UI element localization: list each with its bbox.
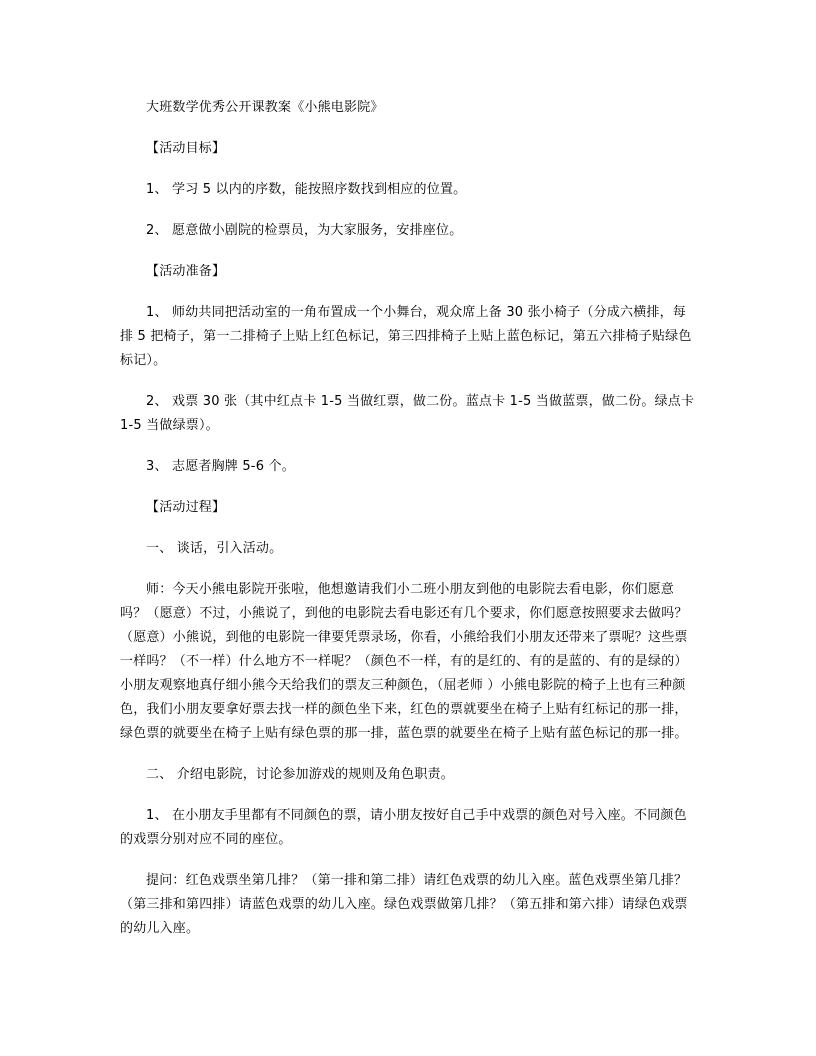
document-title: 大班数学优秀公开课教案《小熊电影院》	[146, 100, 384, 115]
goal-item-1: 1、 学习 5 以内的序数，能按照序数找到相应的位置。	[146, 182, 467, 197]
question-paragraph: 提问：红色戏票坐第几排？（第一排和第二排）请红色戏票的幼儿入座。蓝色戏票坐第几排？（第三排和第四排）请蓝色戏票的幼儿入座。绿色戏票做第几排？（第五排和第六排）请绿色戏票的幼儿入座。	[120, 873, 688, 936]
document-body	[120, 96, 696, 958]
process-step-1-heading: 一、 谈话，引入活动。	[146, 541, 283, 556]
teacher-dialogue-paragraph: 师：今天小熊电影院开张啦，他想邀请我们小二班小朋友到他的电影院去看电影，你们愿意吗？（愿意）不过，小熊说了，到他的电影院去看电影还有几个要求，你们愿意按照要求去做吗？（愿意）小熊说，到他的电影院一律要凭票录场，你看，小熊给我们小朋友还带来了票呢？这些票一样吗？（不一样）什么地方不一样呢？（颜色不一样，有的是红的、有的是蓝的、有的是绿的）小朋友观察地真仔细小熊今天给我们的票友三种颜色，（屈老师 ）小熊电影院的椅子上也有三种颜色，我们小朋友要拿好票去找一样的颜色坐下来，红色的票就要坐在椅子上贴有红标记的那一排，绿色票的就要坐在椅子上贴有绿色票的那一排，蓝色票的就要坐在椅子上贴有蓝色标记的那一排。	[120, 582, 688, 741]
section-heading-goals: 【活动目标】	[146, 141, 226, 156]
preparation-item-3: 3、 志愿者胸牌 5-6 个。	[146, 459, 295, 474]
section-heading-process: 【活动过程】	[146, 500, 226, 515]
preparation-item-1: 1、 师幼共同把活动室的一角布置成一个小舞台，观众席上备 30 张小椅子（分成六横排，每排 5 把椅子，第一二排椅子上贴上红色标记，第三四排椅子上贴上蓝色标记，第五六排椅子贴绿色标记）。	[120, 305, 692, 368]
preparation-item-2: 2、 戏票 30 张（其中红点卡 1-5 当做红票，做二份。蓝点卡 1-5 当做蓝票，做二份。绿点卡 1-5 当做绿票）。	[120, 394, 695, 433]
goal-item-2: 2、 愿意做小剧院的检票员，为大家服务，安排座位。	[146, 223, 463, 238]
process-step-2-item-1: 1、 在小朋友手里都有不同颜色的票，请小朋友按好自己手中戏票的颜色对号入座。不同颜色的戏票分别对应不同的座位。	[120, 808, 687, 847]
process-step-2-heading: 二、 介绍电影院，讨论参加游戏的规则及角色职责。	[146, 767, 454, 782]
section-heading-preparation: 【活动准备】	[146, 264, 226, 279]
